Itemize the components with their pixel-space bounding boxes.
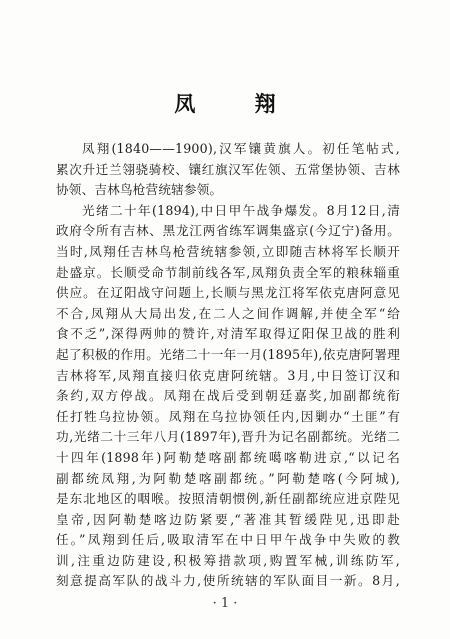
text-line: 政府令所有吉林、黑龙江两省练军调集盛京(今辽宁)备用。 [56,223,400,239]
text-line: 刻意提高军队的战斗力,使所统辖的军队面目一新。8月, [56,573,400,589]
text-line: 吉林将军,凤翔直接归依克唐阿统辖。3月,中日签订汉和 [56,367,400,383]
text-line: 任打牲乌拉协领。凤翔在乌拉协领任内,因剿办“土匪”有 [56,408,400,424]
text-line: 副都统凤翔,为阿勒楚喀副都统。”阿勒楚喀(今阿城), [56,470,400,486]
text-line: 当时,凤翔任吉林鸟枪营统辖参领,立即随吉林将军长顺开 [56,243,400,259]
text-line: 起了积极的作用。光绪二十一年一月(1895年),依克唐阿署理 [56,346,400,362]
text-line: 累次升迁兰翎骁骑校、镶红旗汉军佐领、五常堡协领、吉林 [56,161,400,177]
text-line: 供应。在辽阳战守问题上,长顺与黑龙江将军依克唐阿意见 [56,285,400,301]
text-line: 条约,双方停战。凤翔在战后受到朝廷嘉奖,加副都统衔 [56,388,400,404]
text-line: 协领、吉林鸟枪营统辖参领。 [56,182,223,198]
text-line: 不合,凤翔从大局出发,在二人之间作调解,并使全军“给 [56,305,400,321]
text-line: 训,注重边防建设,积极筹措款项,购置军械,训练防军, [56,552,400,568]
text-line: 赴盛京。长顺受命节制前线各军,凤翔负责全军的粮秣辎重 [56,264,400,280]
text-line: 功,光绪二十三年八月(1897年),晋升为记名副都统。光绪二 [56,429,400,445]
page-number: · 1 · [212,596,238,611]
text-line: 凤翔(1840——1900),汉军镶黄旗人。初任笔帖式, [82,141,400,156]
text-line: 光绪二十年(1894),中日甲午战争爆发。8月12日,清 [82,202,400,218]
text-line: 食不乏”,深得两帅的赞许,对清军取得辽阳保卫战的胜利 [56,326,400,342]
text-line: 皇帝,因阿勒楚喀边防紧要,“著准其暂缓陛见,迅即赴 [56,511,400,527]
body-text [56,139,400,592]
text-line: 任。”凤翔到任后,吸取清军在中日甲午战争中失败的教 [56,532,400,548]
page-title: 凤 翔 [174,91,302,116]
text-line: 是东北地区的咽喉。按照清朝惯例,新任副都统应进京陛见 [56,491,400,507]
text-line: 十四年(1898年)阿勒楚喀副都统噶喀勒进京,“以记名 [56,449,400,465]
